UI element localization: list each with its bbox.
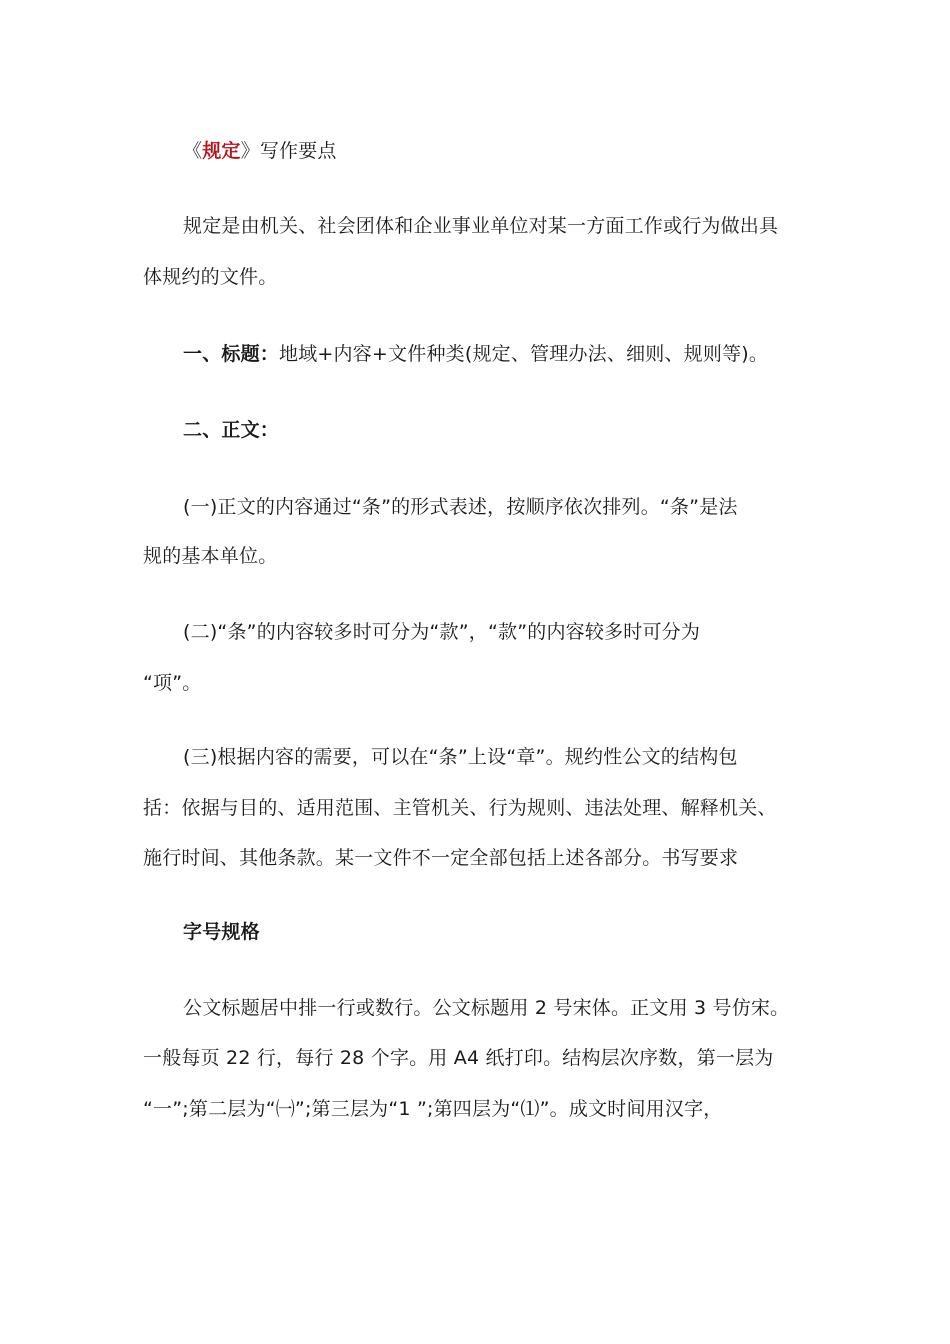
format-line-1: 公文标题居中排一行或数行。公文标题用 2 号宋体。正文用 3 号仿宋。 <box>183 997 790 1019</box>
format-line-3: “一”;第二层为“㈠”;第三层为“1 ”;第四层为“⑴”。成文时间用汉字， <box>143 1098 723 1120</box>
section1-paragraph <box>183 342 853 366</box>
item3-line-1: (三)根据内容的需要，可以在“条”上设“章”。规约性公文的结构包 <box>183 746 738 768</box>
format-line-2: 一般每页 22 行，每行 28 个字。用 A4 纸打印。结构层次序数，第一层为 <box>143 1047 774 1069</box>
item3-line-3: 施行时间、其他条款。某一文件不一定全部包括上述各部分。书写要求 <box>143 847 739 869</box>
title-keyword: 规定 <box>202 140 241 162</box>
title-open-bracket: 《 <box>183 140 203 162</box>
section2-heading: 二、正文： <box>183 419 280 441</box>
title-close-bracket: 》 <box>240 140 260 162</box>
intro-line-1: 规定是由机关、社会团体和企业事业单位对某一方面工作或行为做出具 <box>183 215 779 237</box>
intro-line-2: 体规约的文件。 <box>143 266 278 288</box>
title-rest: 写作要点 <box>259 140 337 162</box>
section3-heading: 字号规格 <box>183 921 260 943</box>
item2-line-1: (二)“条”的内容较多时可分为“款”，“款”的内容较多时可分为 <box>183 621 701 643</box>
item1-line-1: (一)正文的内容通过“条”的形式表述，按顺序依次排列。“条”是法 <box>183 496 738 518</box>
item1-line-2: 规的基本单位。 <box>143 545 278 567</box>
section1-heading: 一、标题： <box>183 343 280 365</box>
section1-text: 地域+内容+文件种类(规定、管理办法、细则、规则等)。 <box>279 343 769 365</box>
item3-line-2: 括：依据与目的、适用范围、主管机关、行为规则、违法处理、解释机关、 <box>143 797 777 819</box>
item2-line-2: “项”。 <box>143 672 202 694</box>
document-title <box>183 139 853 163</box>
